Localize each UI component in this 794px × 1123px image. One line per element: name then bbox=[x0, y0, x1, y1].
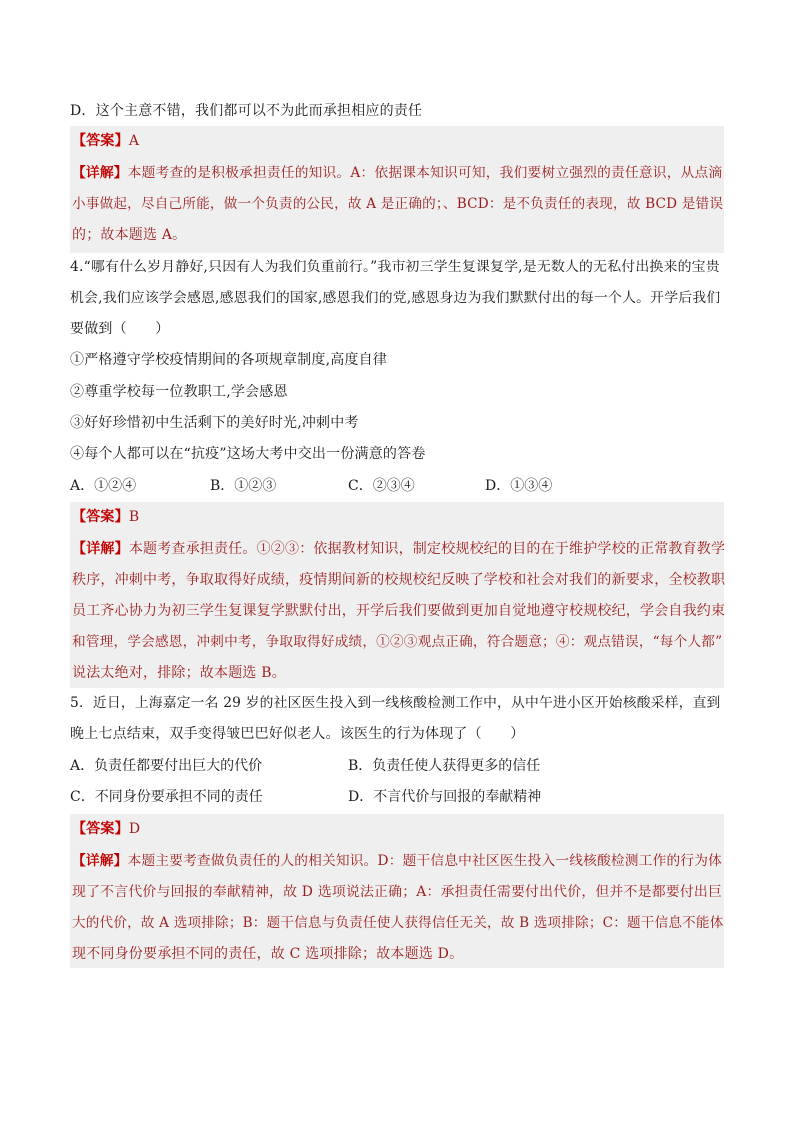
detail-label: 【详解】 bbox=[72, 541, 129, 557]
q5-option-d: D．不言代价与回报的奉献精神 bbox=[348, 789, 542, 805]
detail-label: 【详解】 bbox=[72, 853, 128, 869]
question-4-stem-3: 要做到（ ） bbox=[70, 321, 170, 337]
q4-option-a: A．①②④ bbox=[70, 478, 137, 494]
detail-line-4: 现不同身份要承担不同的责任，故 C 选项排除；故本题选 D。 bbox=[72, 946, 464, 962]
answer-block-q4 bbox=[70, 502, 724, 688]
answer-label: 【答案】 bbox=[72, 509, 129, 525]
detail-line-1 bbox=[72, 851, 722, 871]
detail-line-3: 员工齐心协力为初三学生复课复学默默付出，开学后我们要做到更加自觉地遵守校规校纪，学会自我约束 bbox=[72, 603, 726, 619]
statement-4: ④每个人都可以在“抗疫”这场大考中交出一份满意的答卷 bbox=[70, 446, 426, 462]
detail-line-2: 现了不言代价与回报的奉献精神，故 D 选项说法正确；A：承担责任需要付出代价，但并不是都要付出巨 bbox=[72, 884, 723, 900]
answer-value: A bbox=[128, 133, 140, 149]
q4-option-c: C．②③④ bbox=[348, 478, 415, 494]
question-5-stem-1: 5．近日，上海嘉定一名 29 岁的社区医生投入到一线核酸检测工作中，从中午进小区开始核酸采样，直到 bbox=[70, 695, 721, 711]
detail-text: 本题主要考查做负责任的人的相关知识。D：题干信息中社区医生投入一线核酸检测工作的行为体 bbox=[127, 853, 723, 869]
answer-label: 【答案】 bbox=[72, 133, 129, 149]
q5-option-b: B．负责任使人获得更多的信任 bbox=[348, 758, 541, 774]
answer-value: D bbox=[128, 821, 141, 837]
statement-2: ②尊重学校每一位教职工,学会感恩 bbox=[70, 384, 288, 400]
answer-label: 【答案】 bbox=[72, 821, 129, 837]
detail-line-3: 大的代价，故 A 选项排除；B：题干信息与负责任使人获得信任无关，故 B 选项排除；C：题干信息不能体 bbox=[72, 915, 724, 931]
q5-option-a: A．负责任都要付出巨大的代价 bbox=[70, 758, 263, 774]
detail-line-4: 和管理，学会感恩，冲刺中考，争取取得好成绩，①②③观点正确，符合题意；④：观点错误，“每个人都” bbox=[72, 634, 723, 650]
detail-line-2: 秩序，冲刺中考，争取取得好成绩，疫情期间新的校规校纪反映了学校和社会对我们的新要求，全校教职 bbox=[72, 572, 726, 588]
detail-label: 【详解】 bbox=[72, 165, 128, 181]
detail-line-5: 说法太绝对，排除；故本题选 B。 bbox=[72, 665, 286, 681]
answer-value: B bbox=[128, 509, 140, 525]
detail-text: 本题考查的是积极承担责任的知识。A：依据课本知识可知，我们要树立强烈的责任意识，从点滴 bbox=[127, 165, 723, 181]
detail-line-1 bbox=[72, 163, 722, 183]
question-5-stem-2: 晚上七点结束，双手变得皱巴巴好似老人。该医生的行为体现了（ ） bbox=[70, 726, 525, 742]
detail-line-3: 的；故本题选 A。 bbox=[72, 227, 187, 243]
option-d-text: D．这个主意不错，我们都可以不为此而承担相应的责任 bbox=[70, 103, 423, 119]
answer-block-q3 bbox=[70, 126, 724, 253]
q4-option-b: B．①②③ bbox=[210, 478, 277, 494]
detail-text: 本题考查承担责任。①②③：依据教材知识，制定校规校纪的目的在于维护学校的正常教育教学 bbox=[128, 541, 726, 557]
statement-3: ③好好珍惜初中生活剩下的美好时光,冲刺中考 bbox=[70, 415, 359, 431]
answer-block-q5 bbox=[70, 814, 724, 968]
answer-line bbox=[72, 819, 140, 839]
statement-1: ①严格遵守学校疫情期间的各项规章制度,高度自律 bbox=[70, 352, 388, 368]
q5-option-c: C．不同身份要承担不同的责任 bbox=[70, 789, 263, 805]
question-4-stem-2: 机会,我们应该学会感恩,感恩我们的国家,感恩我们的党,感恩身边为我们默默付出的每一个人。开学后我们 bbox=[70, 290, 721, 306]
answer-line bbox=[72, 131, 139, 151]
answer-line bbox=[72, 507, 139, 527]
question-4-stem-1: 4.“哪有什么岁月静好,只因有人为我们负重前行。”我市初三学生复课复学,是无数人的无私付出换来的宝贵 bbox=[70, 259, 720, 275]
detail-line-2: 小事做起，尽自己所能，做一个负责的公民，故 A 是正确的；、BCD：是不负责任的表现，故 BCD 是错误 bbox=[72, 196, 724, 212]
q4-option-d: D．①③④ bbox=[485, 478, 553, 494]
detail-line-1 bbox=[72, 539, 725, 559]
